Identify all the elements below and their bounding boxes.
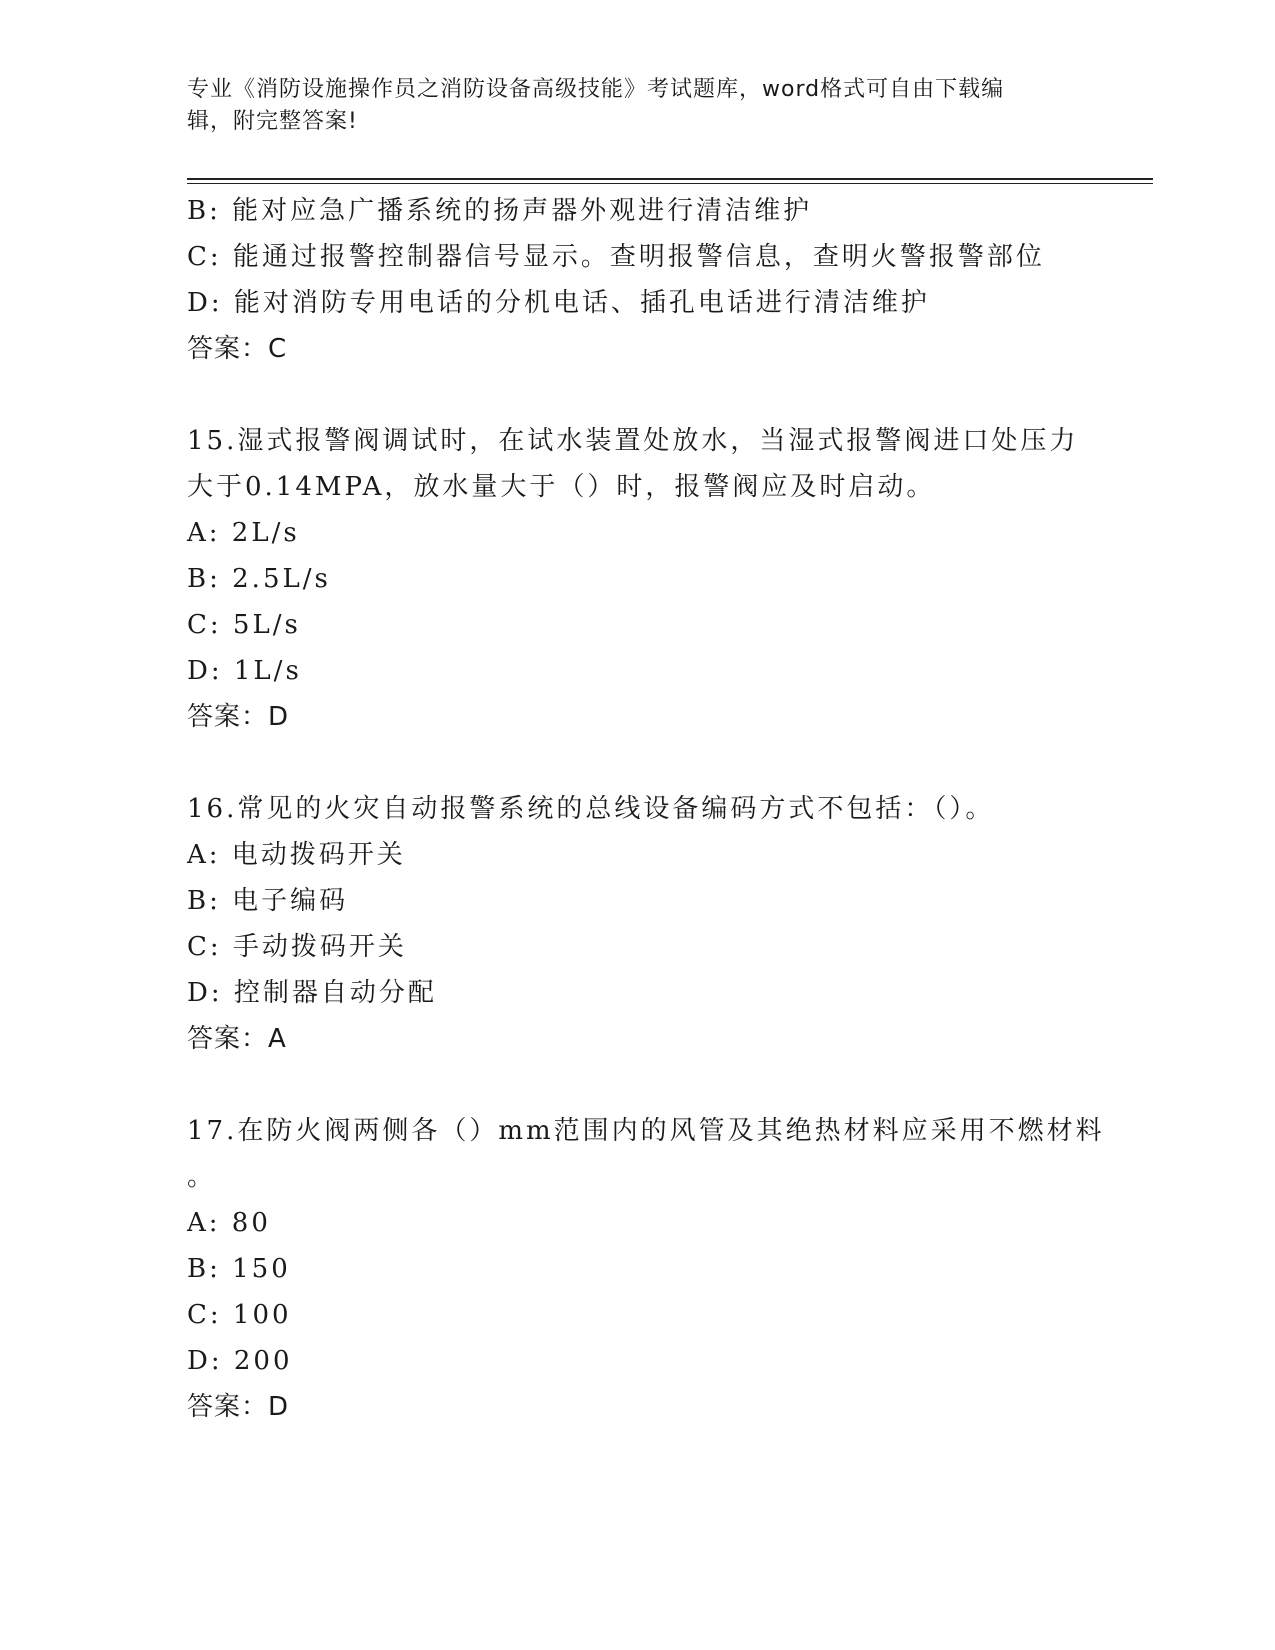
- option-c: C: 100: [187, 1300, 292, 1330]
- header-divider-thick: [187, 178, 1153, 180]
- spacer: [187, 372, 1087, 418]
- option-a: A: 电动拨码开关: [187, 840, 406, 870]
- option-d: D: 1L/s: [187, 656, 302, 686]
- option-d: D: 200: [187, 1346, 293, 1376]
- option-b: B: 能对应急广播系统的扬声器外观进行清洁维护: [187, 196, 813, 226]
- question-text-line: 大于0.14MPA，放水量大于（）时，报警阀应及时启动。: [187, 472, 936, 502]
- option-c: C: 手动拨码开关: [187, 932, 407, 962]
- option-b: B: 150: [187, 1254, 291, 1284]
- option-d: D: 控制器自动分配: [187, 978, 437, 1008]
- question-block-prev: [187, 188, 1087, 372]
- question-block-16: [187, 786, 1087, 1062]
- question-text-line: 17.在防火阀两侧各（）mm范围内的风管及其绝热材料应采用不燃材料: [187, 1116, 1105, 1146]
- option-c: C: 5L/s: [187, 610, 301, 640]
- header-divider-thin: [187, 183, 1153, 184]
- option-d: D: 能对消防专用电话的分机电话、插孔电话进行清洁维护: [187, 288, 930, 318]
- question-block-15: [187, 418, 1087, 740]
- option-a: A: 80: [187, 1208, 271, 1238]
- question-list: [187, 188, 1105, 1430]
- spacer: [187, 740, 1087, 786]
- question-text-line: 。: [187, 1162, 217, 1192]
- document-header: [187, 74, 1067, 138]
- option-b: B: 2.5L/s: [187, 564, 331, 594]
- answer-label: 答案：D: [187, 702, 290, 732]
- option-c: C: 能通过报警控制器信号显示。查明报警信息，查明火警报警部位: [187, 242, 1045, 272]
- answer-label: 答案：C: [187, 334, 288, 364]
- header-line-2: 辑，附完整答案!: [187, 109, 358, 134]
- option-a: A: 2L/s: [187, 518, 300, 548]
- answer-label: 答案：D: [187, 1392, 290, 1422]
- answer-label: 答案：A: [187, 1024, 287, 1054]
- question-text-line: 16.常见的火灾自动报警系统的总线设备编码方式不包括：（）。: [187, 794, 995, 824]
- question-block-17: [187, 1108, 1105, 1430]
- header-line-1: 专业《消防设施操作员之消防设备高级技能》考试题库，word格式可自由下载编: [187, 77, 1005, 102]
- spacer: [187, 1062, 1087, 1108]
- question-text-line: 15.湿式报警阀调试时，在试水装置处放水，当湿式报警阀进口处压力: [187, 426, 1079, 456]
- option-b: B: 电子编码: [187, 886, 349, 916]
